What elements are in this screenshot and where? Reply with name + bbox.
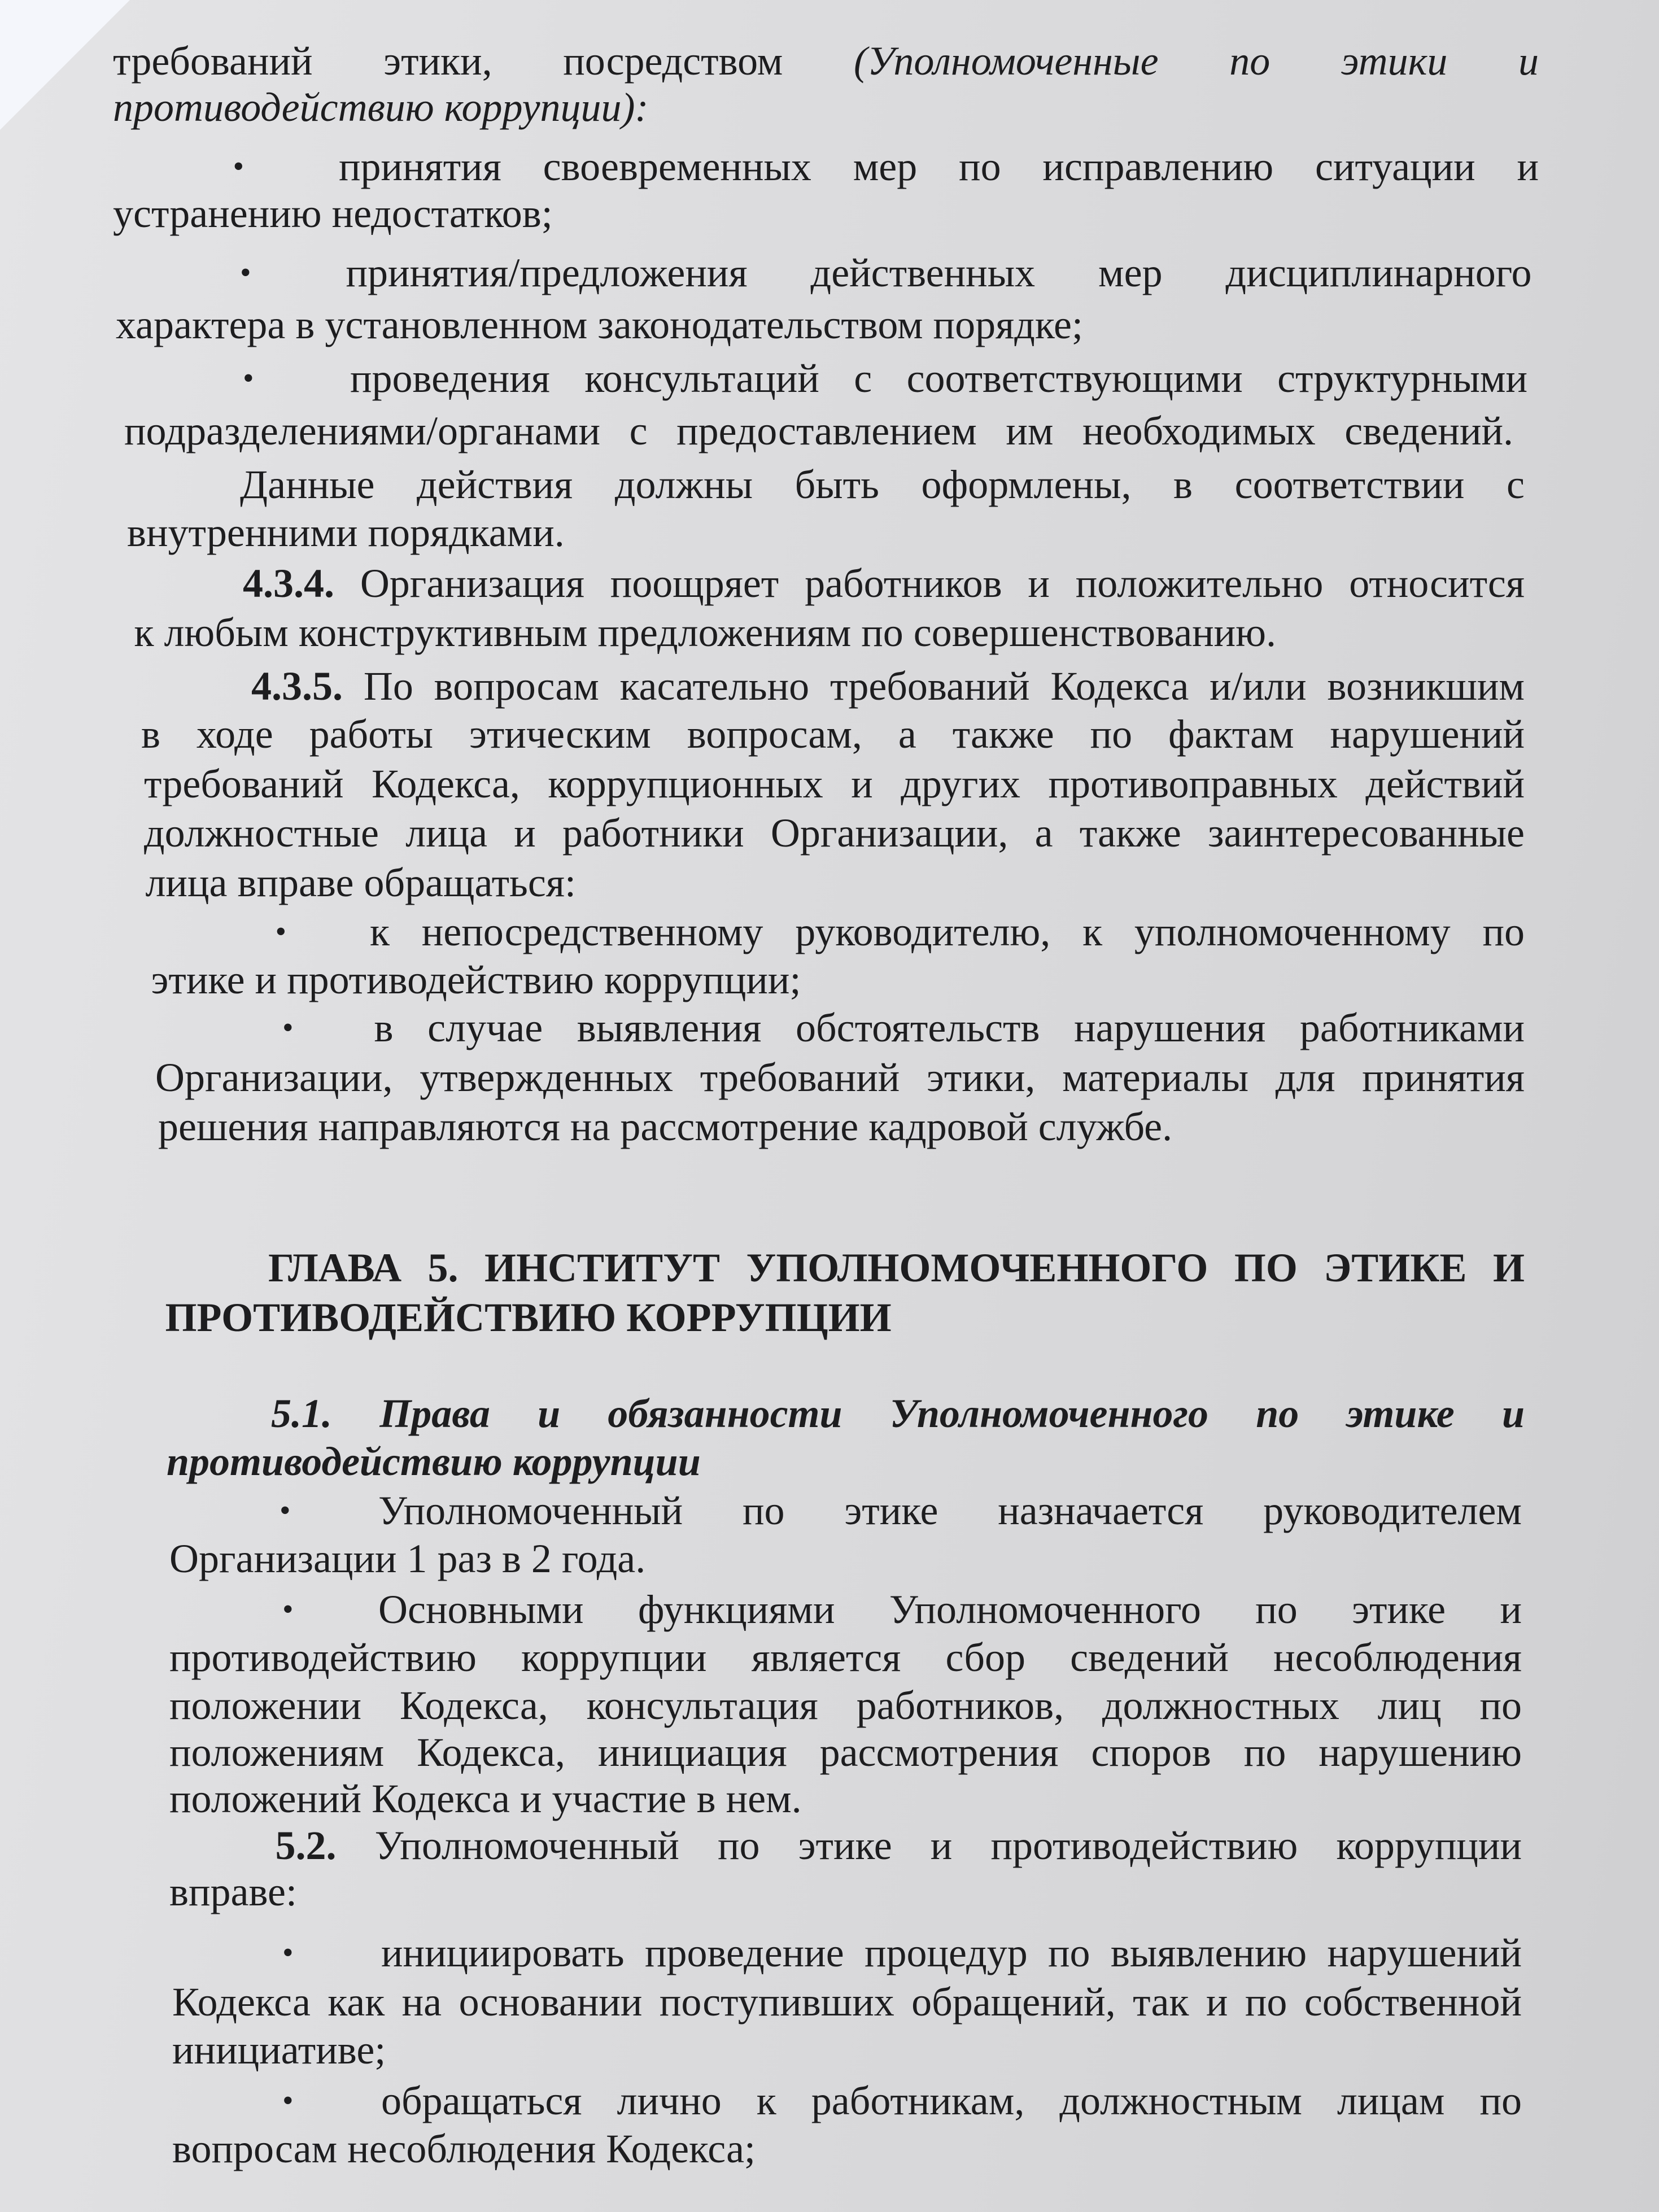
text-segment: обращаться лично к работникам, должностным лицам по — [381, 2078, 1522, 2123]
text-line — [276, 1823, 1522, 1868]
text-segment: Основными функциями Уполномоченного по этике и — [378, 1587, 1522, 1632]
text-line — [169, 1635, 1522, 1680]
text-line — [124, 408, 1513, 453]
text-line — [378, 1587, 1522, 1632]
text-line — [240, 462, 1525, 507]
text-segment: решения направляются на рассмотрение кадровой службе. — [158, 1104, 1173, 1149]
text-line — [141, 712, 1525, 757]
text-segment: Кодекса как на основании поступивших обращений, так и по собственной — [172, 1979, 1522, 2025]
bullet-icon: • — [233, 149, 245, 184]
text-line — [167, 1439, 701, 1484]
bullet-icon: • — [282, 2083, 294, 2118]
bullet-icon: • — [240, 255, 251, 290]
text-segment: требований этики, посредством — [113, 38, 854, 84]
text-segment: к непосредственному руководителю, к уполномоченному по — [370, 909, 1525, 954]
text-line — [113, 38, 1539, 84]
text-line — [169, 1869, 297, 1914]
text-segment: Уполномоченный по этике назначается руководителем — [378, 1488, 1522, 1533]
text-line — [271, 1391, 1525, 1436]
text-segment: вопросам несоблюдения Кодекса; — [172, 2126, 756, 2171]
text-segment: к любым конструктивным предложениям по совершенствованию. — [134, 610, 1277, 655]
text-segment: ПРОТИВОДЕЙСТВИЮ КОРРУПЦИИ — [165, 1294, 892, 1340]
text-line — [169, 1776, 802, 1821]
text-line — [251, 664, 1525, 709]
text-segment: внутренними порядками. — [127, 509, 565, 555]
text-segment: инициативе; — [172, 2027, 386, 2073]
text-line — [144, 810, 1525, 856]
text-line — [113, 85, 648, 130]
text-segment: вправе: — [169, 1869, 298, 1914]
text-segment: принятия своевременных мер по исправлению ситуации и — [339, 144, 1539, 189]
text-segment: лица вправе обращаться: — [145, 860, 576, 905]
text-line — [127, 510, 565, 555]
text-segment: противодействию коррупции): — [113, 85, 649, 130]
text-segment: в ходе работы этическим вопросам, а также по фактам нарушений — [141, 712, 1525, 757]
text-line — [381, 1930, 1522, 1975]
text-segment: требований Кодекса, коррупционных и других противоправных действий — [144, 761, 1525, 806]
text-segment: положениям Кодекса, инициация рассмотрения споров по нарушению — [169, 1729, 1522, 1775]
text-segment: проведения консультаций с соответствующими структурными — [350, 356, 1527, 401]
text-line — [378, 1488, 1522, 1533]
text-segment: инициировать проведение процедур по выявлению нарушений — [381, 1930, 1522, 1975]
section-number: 4.3.5. — [251, 664, 343, 709]
bullet-icon: • — [243, 361, 254, 396]
text-segment: 5.1. Права и обязанности Уполномоченного по этике и — [271, 1390, 1525, 1436]
text-segment: устранению недостатков; — [113, 190, 553, 236]
text-line — [172, 2027, 386, 2073]
text-line — [169, 1683, 1522, 1728]
text-segment: положении Кодекса, консультация работников, должностных лиц по — [169, 1683, 1522, 1728]
text-segment: в случае выявления обстоятельств нарушения работниками — [374, 1005, 1525, 1050]
text-line — [172, 2126, 756, 2171]
text-line — [243, 561, 1525, 606]
text-line — [113, 191, 553, 236]
text-segment: По вопросам касательно требований Кодекса и/или возникшим — [343, 664, 1525, 709]
text-segment: Организации, утвержденных требований этики, материалы для принятия — [155, 1054, 1525, 1100]
text-line — [268, 1245, 1525, 1290]
text-line — [381, 2078, 1522, 2123]
text-segment: противодействию коррупции является сбор сведений несоблюдения — [169, 1635, 1522, 1680]
text-line — [158, 1104, 1172, 1149]
text-line — [165, 1295, 892, 1340]
text-segment: (Уполномоченные по этики и — [853, 38, 1539, 84]
text-line — [151, 957, 801, 1002]
text-segment: характера в установленном законодательством порядке; — [116, 302, 1083, 347]
text-segment: положений Кодекса и участие в нем. — [169, 1776, 802, 1821]
text-segment: этике и противодействию коррупции; — [151, 957, 801, 1002]
text-line — [370, 909, 1525, 954]
text-line — [350, 356, 1527, 401]
text-line — [346, 250, 1532, 295]
text-line — [116, 302, 1083, 347]
text-segment: противодействию коррупции — [167, 1438, 701, 1484]
text-line — [169, 1536, 645, 1581]
text-segment: Организации 1 раз в 2 года. — [169, 1536, 646, 1581]
text-segment: Данные действия должны быть оформлены, в соответствии с — [240, 461, 1525, 507]
bullet-icon: • — [282, 1935, 294, 1970]
text-segment: ГЛАВА 5. ИНСТИТУТ УПОЛНОМОЧЕННОГО ПО ЭТИКЕ И — [268, 1245, 1525, 1290]
text-segment: Уполномоченный по этике и противодействию коррупции — [336, 1822, 1522, 1868]
text-line — [155, 1055, 1525, 1100]
text-line — [339, 144, 1539, 189]
text-line — [134, 610, 1277, 655]
text-segment: должностные лица и работники Организации, а также заинтересованные — [144, 810, 1525, 856]
bullet-icon: • — [275, 914, 287, 949]
text-line — [146, 860, 576, 905]
bullet-icon: • — [282, 1010, 294, 1045]
text-segment: Организация поощряет работников и положительно относится — [334, 560, 1525, 606]
text-line — [169, 1730, 1522, 1775]
bullet-icon: • — [280, 1493, 291, 1528]
text-segment: принятия/предложения действенных мер дисциплинарного — [346, 250, 1532, 295]
section-number: 5.2. — [275, 1822, 337, 1868]
bullet-icon: • — [282, 1592, 294, 1627]
text-line — [374, 1005, 1525, 1050]
text-line — [144, 761, 1525, 806]
section-number: 4.3.4. — [243, 560, 334, 606]
text-line — [172, 1979, 1522, 2025]
text-segment: подразделениями/органами с предоставлением им необходимых сведений. — [124, 408, 1513, 453]
